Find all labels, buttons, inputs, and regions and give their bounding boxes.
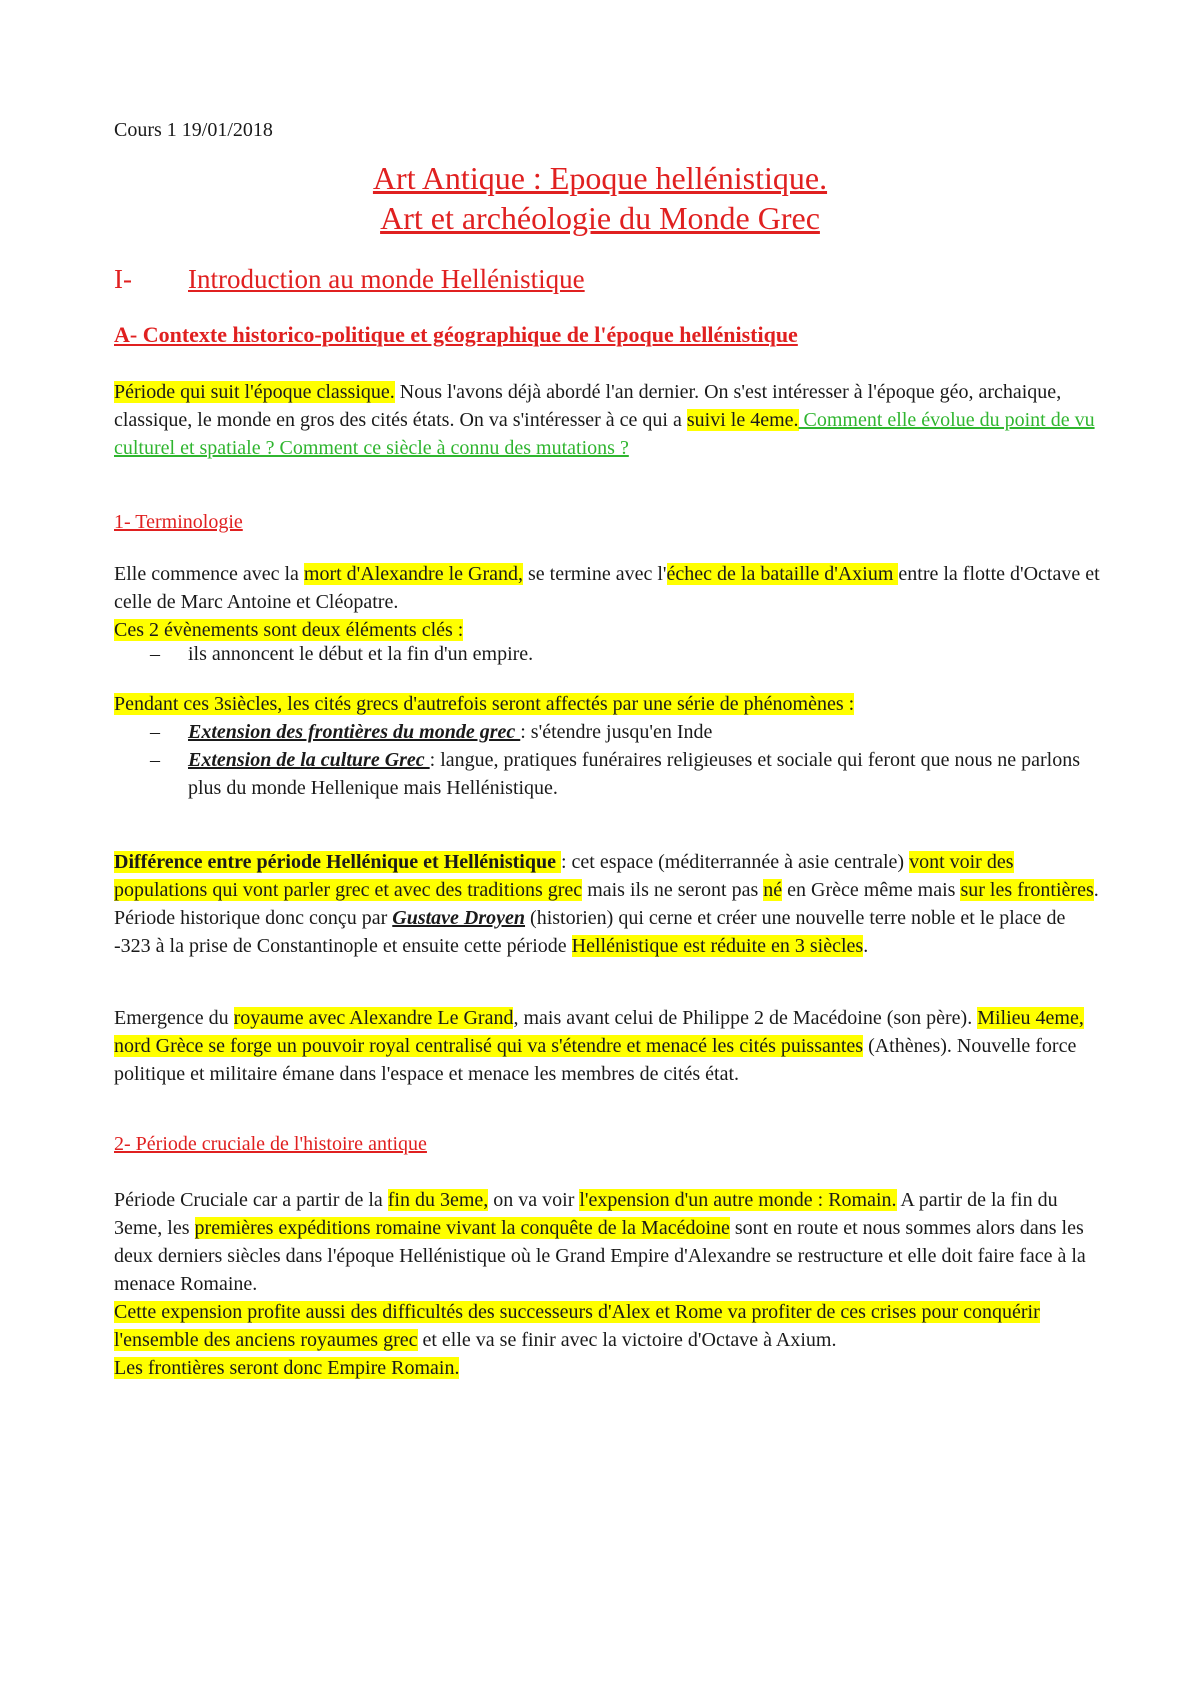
- list-item: [150, 746, 1100, 802]
- dash-bullet: –: [150, 721, 160, 743]
- bold-term: Extension de la culture Grec: [188, 749, 430, 771]
- section-title: Introduction au monde Hellénistique: [188, 264, 585, 294]
- highlight: Ces 2 évènements sont deux éléments clés :: [114, 619, 464, 641]
- heading-periode-cruciale: 2- Période cruciale de l'histoire antique: [114, 1133, 427, 1155]
- paragraph-emergence: [114, 1004, 1100, 1088]
- list-item: [150, 718, 1100, 746]
- dash-bullet: –: [150, 643, 160, 665]
- highlight: sur les frontières: [960, 879, 1094, 901]
- highlight: fin du 3eme,: [387, 1189, 489, 1211]
- highlight: Cette expension profite aussi des difficultés des successeurs d'Alex et Rome va profiter de ces crises pour conquérir l'ensemble des anciens royaumes grec: [114, 1301, 1040, 1351]
- highlight: suivi le 4eme.: [686, 409, 799, 431]
- highlight: premières expéditions romaine vivant la conquête de la Macédoine: [194, 1217, 730, 1239]
- highlight: royaume avec Alexandre Le Grand: [233, 1007, 514, 1029]
- highlight: échec de la bataille d'Axium: [666, 563, 899, 585]
- subsection-heading-a: A- Contexte historico-politique et géographique de l'époque hellénistique: [114, 322, 798, 347]
- highlight: Milieu 4eme, nord Grèce se forge un pouvoir royal centralisé qui va s'étendre et menacé les cités puissantes: [114, 1007, 1084, 1057]
- text: , mais avant celui de Philippe 2 de Macédoine (son père).: [513, 1007, 978, 1029]
- bold-term: Extension des frontières du monde grec: [188, 721, 521, 743]
- highlight: Hellénistique est réduite en 3 siècles: [571, 935, 864, 957]
- text: Période Cruciale car a partir de la: [114, 1189, 388, 1211]
- highlight: Différence entre période Hellénique et Hellénistique: [114, 851, 561, 873]
- text: (Athènes). Nouvelle force politique et militaire émane dans l'espace et menace les membres de cités état.: [114, 1035, 1077, 1085]
- text: . Période historique donc conçu par: [114, 879, 1099, 929]
- section-number: I-: [114, 264, 132, 294]
- text: entre la flotte d'Octave et celle de Marc Antoine et Cléopatre.: [114, 563, 1100, 613]
- list-item-text: : langue, pratiques funéraires religieuses et sociale qui feront que nous ne parlons plus du monde Hellenique mais Hellénistique.: [188, 749, 1081, 799]
- highlight: vont voir des populations qui vont parler grec et avec des traditions grec: [114, 851, 1014, 901]
- text: en Grèce même mais: [782, 879, 961, 901]
- historian-name: Gustave Droyen: [392, 907, 526, 929]
- title-line-1: Art Antique : Epoque hellénistique.: [372, 160, 828, 196]
- text: A partir de la fin du 3eme, les: [114, 1189, 1058, 1239]
- question-text: Comment elle évolue du point de vu culturel et spatiale ? Comment ce siècle à connu des mutations ?: [114, 409, 1095, 459]
- highlight: Les frontières seront donc Empire Romain.: [114, 1357, 460, 1379]
- paragraph-difference: [114, 848, 1100, 960]
- highlight: l'expension d'un autre monde : Romain.: [579, 1189, 897, 1211]
- list-item-text: ils annoncent le début et la fin d'un empire.: [188, 643, 534, 665]
- highlight: mort d'Alexandre le Grand,: [303, 563, 523, 585]
- paragraph-phenomenes: [114, 690, 1100, 718]
- paragraph-terminologie: [114, 560, 1100, 644]
- text: (historien) qui cerne et créer une nouvelle terre noble et le place de -323 à la prise de Constantinople et ensuite cette période: [114, 907, 1066, 957]
- text: sont en route et nous sommes alors dans les deux derniers siècles dans l'époque Hellénistique où le Grand Empire d'Alexandre se restructure et elle doit faire face à la menace Romaine.: [114, 1217, 1086, 1295]
- text: .: [863, 935, 869, 957]
- highlight: Période qui suit l'époque classique.: [114, 381, 395, 403]
- text: : cet espace (méditerrannée à asie centrale): [560, 851, 910, 873]
- text: et elle va se finir avec la victoire d'Octave à Axium.: [417, 1329, 837, 1351]
- section-heading-1: [114, 262, 585, 296]
- text: Elle commence avec la: [114, 563, 304, 585]
- paragraph-cruciale: [114, 1186, 1100, 1382]
- list-item-text: : s'étendre jusqu'en Inde: [520, 721, 713, 743]
- title-line-2: Art et archéologie du Monde Grec: [380, 200, 820, 236]
- list-item: [150, 640, 1100, 668]
- text: mais ils ne seront pas: [582, 879, 764, 901]
- course-date: Cours 1 19/01/2018: [114, 119, 273, 141]
- dash-bullet: –: [150, 749, 160, 771]
- highlight: né: [763, 879, 783, 901]
- text: on va voir: [488, 1189, 580, 1211]
- heading-terminologie: 1- Terminologie: [114, 511, 243, 533]
- text: Nous l'avons déjà abordé l'an dernier. On s'est intéresser à l'époque géo, archaique, classique, le monde en gros des cités états. On va s'intéresser à ce qui a: [114, 381, 1062, 431]
- paragraph-intro: [114, 378, 1100, 462]
- text: se termine avec l': [523, 563, 667, 585]
- text: Emergence du: [114, 1007, 234, 1029]
- highlight: Pendant ces 3siècles, les cités grecs d'autrefois seront affectés par une série de phénomènes :: [114, 693, 855, 715]
